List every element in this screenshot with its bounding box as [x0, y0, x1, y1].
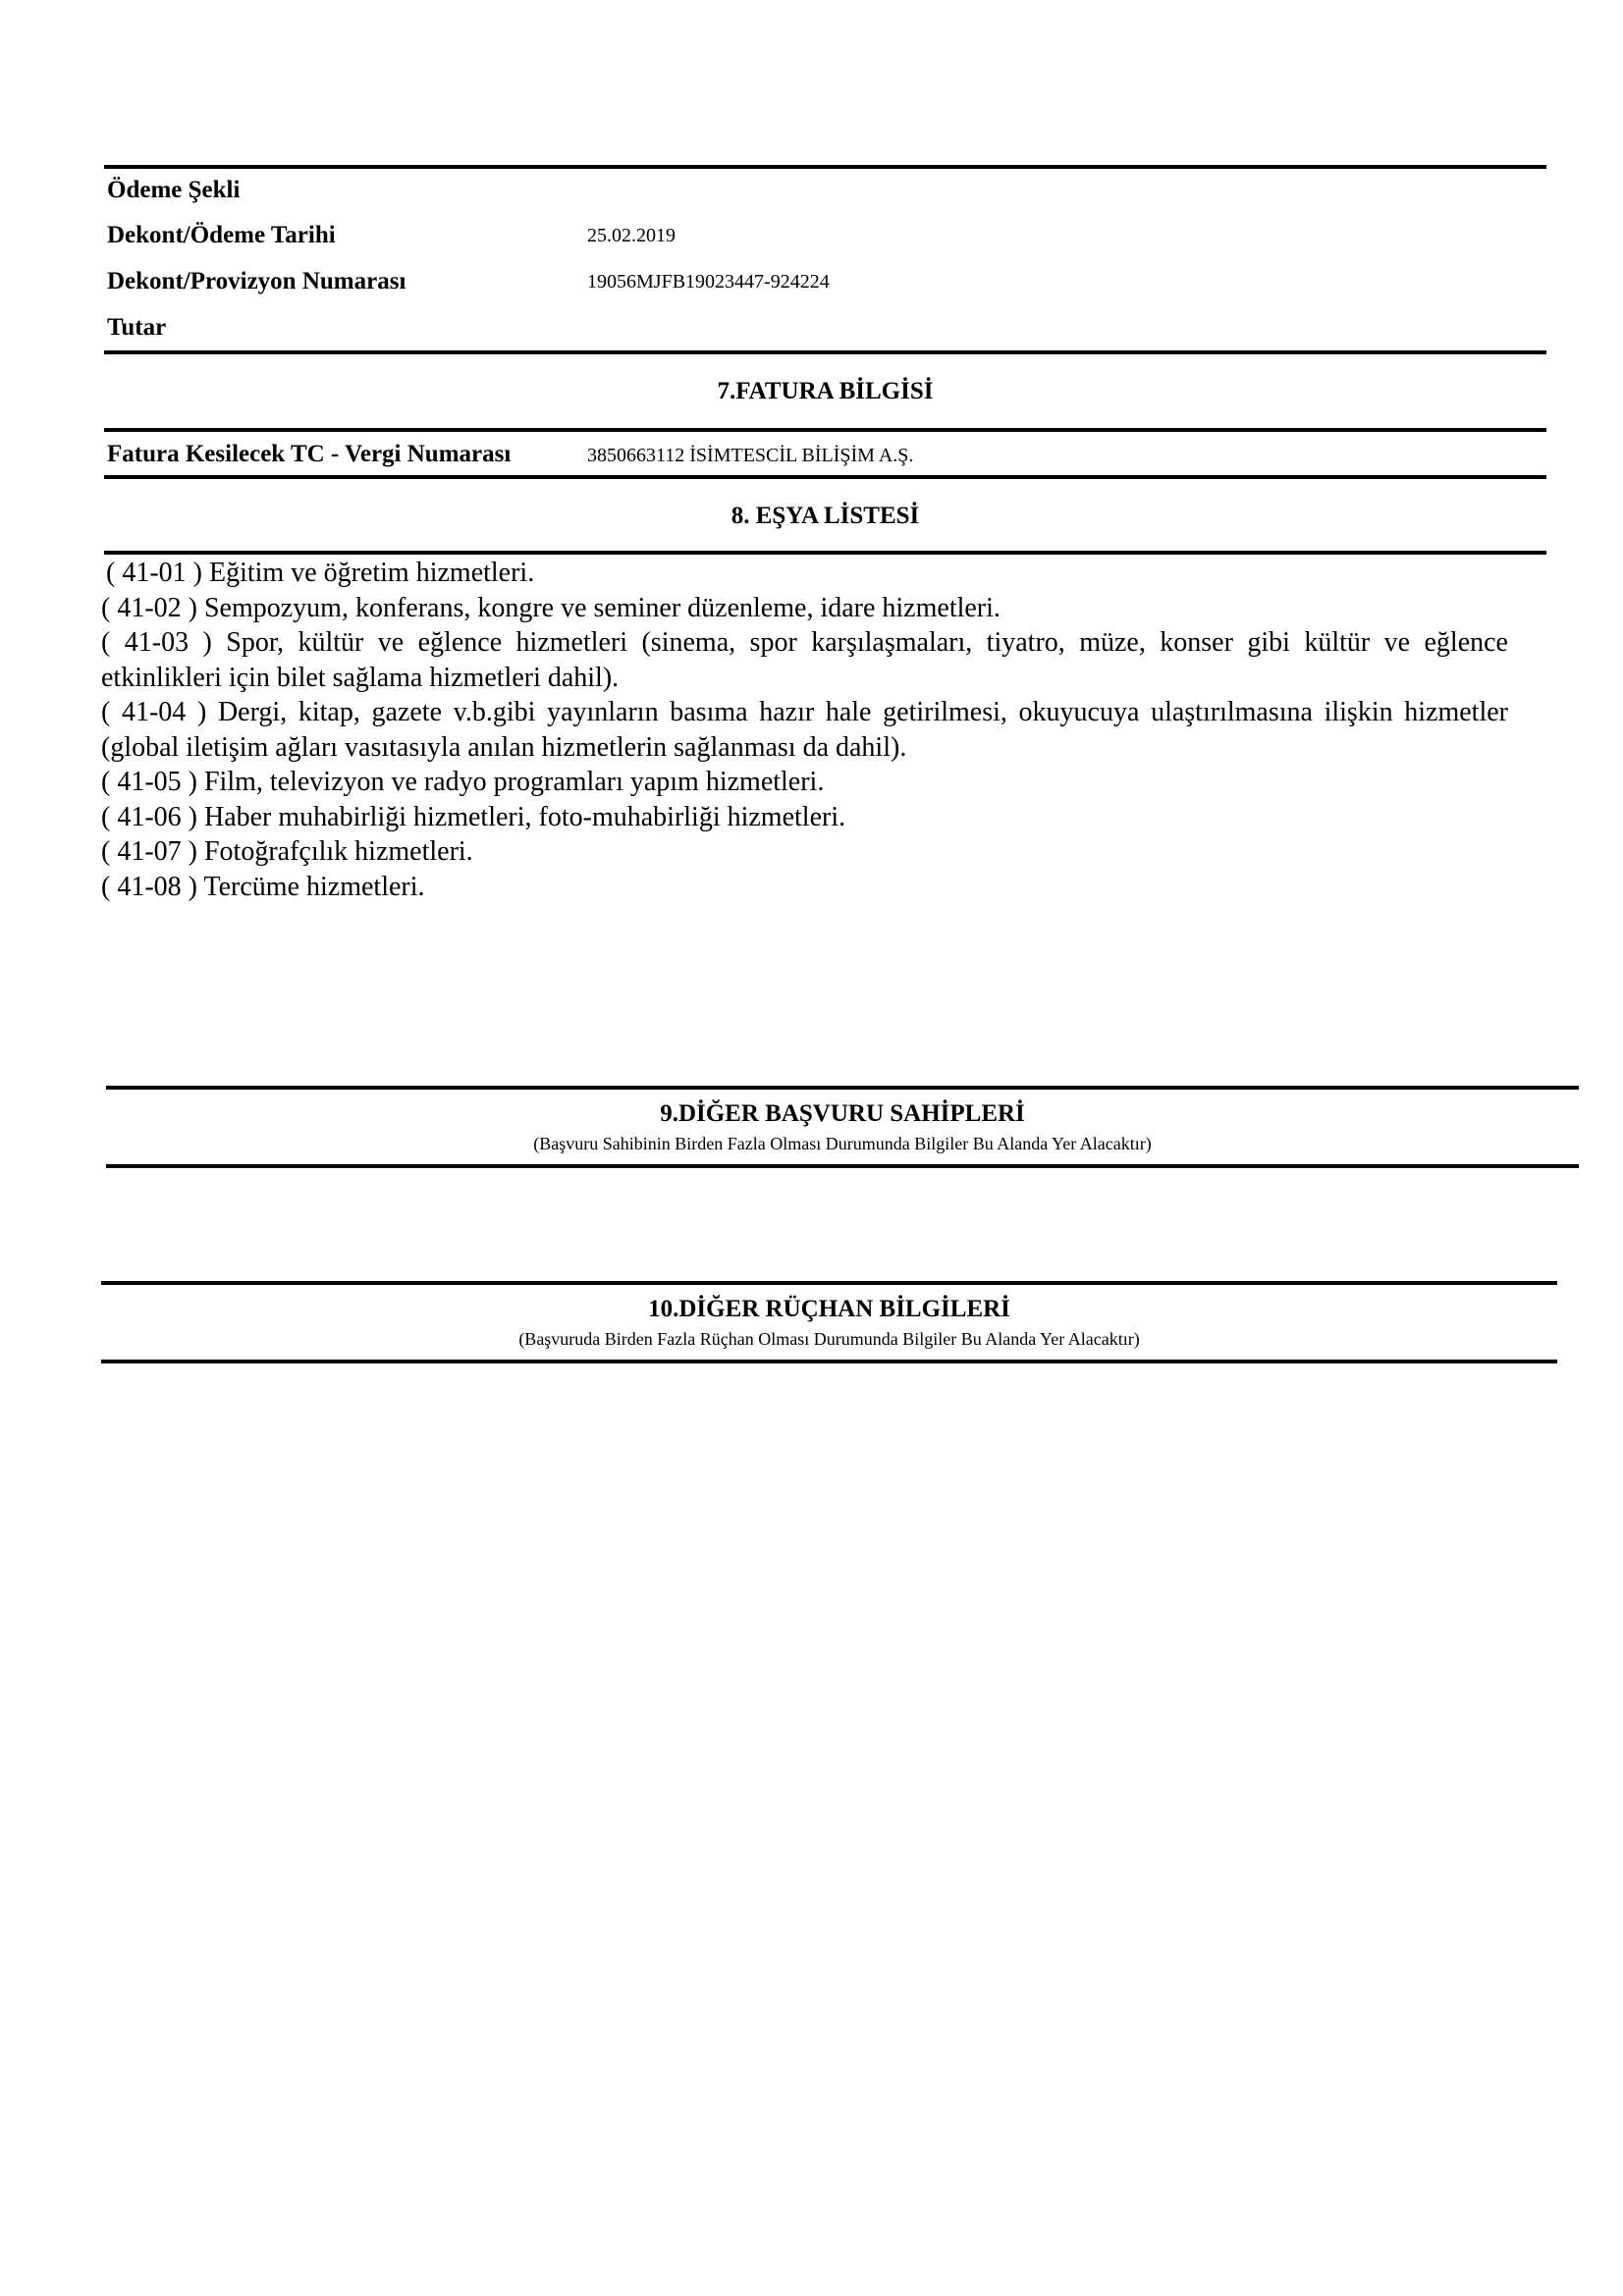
goods-section-title: 8. EŞYA LİSTESİ: [730, 503, 920, 529]
amount-label: Tutar: [107, 314, 167, 341]
section-divider: [101, 1360, 1557, 1363]
section-divider: [104, 428, 1546, 432]
goods-list-item: ( 41-03 ) Spor, kültür ve eğlence hizmetleri (sinema, spor karşılaşmaları, tiyatro, müze, konser gibi kültür ve eğlence etkinlikleri için bilet sağlama hizmetleri dahil).: [101, 627, 1508, 693]
section-divider: [106, 1086, 1579, 1090]
section-divider: [101, 1281, 1557, 1285]
goods-list-item: ( 41-06 ) Haber muhabirliği hizmetleri, foto-muhabirliği hizmetleri.: [101, 801, 846, 832]
tax-number-label: Fatura Kesilecek TC - Vergi Numarası: [107, 441, 512, 467]
payment-date-value: 25.02.2019: [587, 225, 676, 246]
goods-list-item: ( 41-07 ) Fotoğrafçılık hizmetleri.: [101, 836, 473, 867]
top-rule: [104, 165, 1546, 169]
payment-date-label: Dekont/Ödeme Tarihi: [107, 222, 336, 248]
other-priority-subtitle: (Başvuruda Birden Fazla Rüçhan Olması Durumunda Bilgiler Bu Alanda Yer Alacaktır): [518, 1329, 1140, 1349]
payment-method-label: Ödeme Şekli: [107, 177, 241, 203]
receipt-number-label: Dekont/Provizyon Numarası: [107, 268, 406, 294]
section-divider: [104, 551, 1546, 555]
goods-list-item: ( 41-08 ) Tercüme hizmetleri.: [101, 871, 425, 902]
other-priority-title: 10.DİĞER RÜÇHAN BİLGİLERİ: [648, 1296, 1010, 1322]
section-divider: [104, 350, 1546, 354]
other-applicants-subtitle: (Başvuru Sahibinin Birden Fazla Olması Durumunda Bilgiler Bu Alanda Yer Alacaktır): [533, 1134, 1152, 1153]
goods-list-item: ( 41-01 ) Eğitim ve öğretim hizmetleri.: [106, 558, 535, 588]
receipt-number-value: 19056MJFB19023447-924224: [587, 271, 830, 293]
goods-list: [101, 556, 1508, 904]
goods-list-item: ( 41-02 ) Sempozyum, konferans, kongre ve seminer düzenleme, idare hizmetleri.: [101, 592, 1001, 623]
invoice-section-title: 7.FATURA BİLGİSİ: [717, 378, 934, 404]
section-divider: [106, 1164, 1579, 1168]
goods-list-item: ( 41-04 ) Dergi, kitap, gazete v.b.gibi yayınların basıma hazır hale getirilmesi, okuyucuya ulaştırılmasına ilişkin hizmetler (global iletişim ağları vasıtasıyla anılan hizmetlerin sağlanması da dahil).: [101, 697, 1508, 763]
tax-number-value: 3850663112 İSİMTESCİL BİLİŞİM A.Ş.: [587, 445, 914, 466]
other-applicants-title: 9.DİĞER BAŞVURU SAHİPLERİ: [660, 1100, 1025, 1127]
section-divider: [104, 475, 1546, 479]
goods-list-item: ( 41-05 ) Film, televizyon ve radyo programları yapım hizmetleri.: [101, 767, 825, 797]
